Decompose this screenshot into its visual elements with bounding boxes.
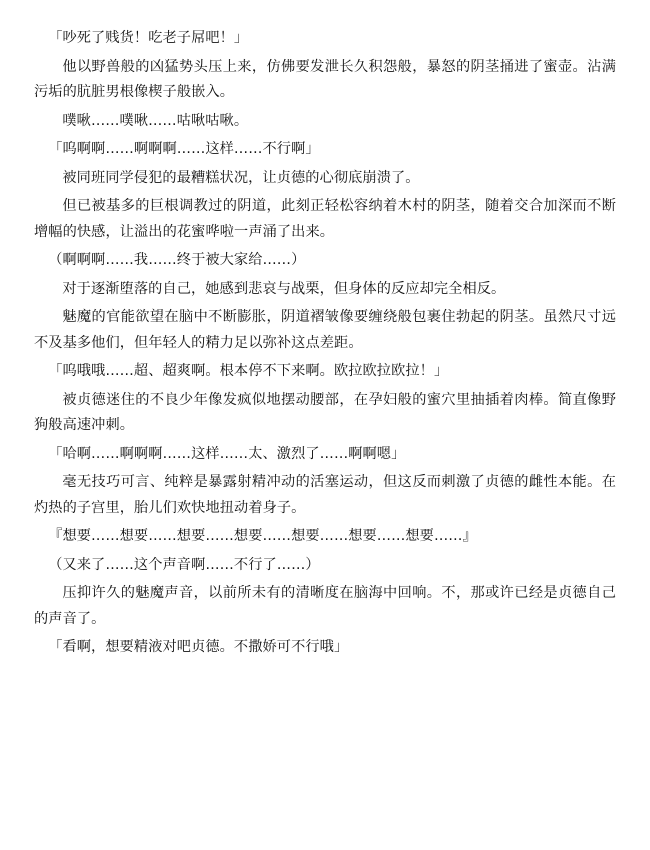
paragraph: 毫无技巧可言、纯粹是暴露射精冲动的活塞运动，但这反而刺激了贞德的雌性本能。在灼热的子宫里，胎儿们欢快地扭动着身子。 [34, 474, 616, 516]
paragraph: 压抑许久的魅魔声音，以前所未有的清晰度在脑海中回响。不，那或许已经是贞德自己的声音了。 [34, 585, 616, 627]
paragraph: 噗啾……噗啾……咕啾咕啾。 [62, 112, 249, 129]
paragraph: 被同班同学侵犯的最糟糕状况，让贞德的心彻底崩溃了。 [62, 169, 420, 186]
paragraph: 「哈啊……啊啊啊……这样……太、激烈了……啊啊嗯」 [48, 445, 406, 462]
paragraph: 「吵死了贱货！吃老子屌吧！」 [48, 30, 249, 46]
paragraph: 但已被基多的巨根调教过的阴道，此刻正轻松容纳着木村的阴茎，随着交合加深而不断增幅的快感，让溢出的花蜜哗啦一声涌了出来。 [34, 198, 616, 240]
paragraph: （又来了……这个声音啊……不行了……） [48, 556, 320, 573]
paragraph: 被贞德迷住的不良少年像发疯似地摆动腰部，在孕妇般的蜜穴里抽插着肉棒。简直像野狗般高速冲刺。 [34, 391, 616, 433]
paragraph: 『想要……想要……想要……想要……想要……想要……想要……』 [48, 528, 477, 544]
paragraph: 他以野兽般的凶猛势头压上来，仿佛要发泄长久积怨般，暴怒的阴茎捅进了蜜壶。沾满污垢的肮脏男根像楔子般嵌入。 [34, 58, 616, 100]
paragraph: 魅魔的官能欲望在脑中不断膨胀，阴道褶皱像要缠绕般包裹住勃起的阴茎。虽然尺寸远不及基多他们，但年轻人的精力足以弥补这点差距。 [34, 309, 616, 351]
paragraph: 「呜哦哦……超、超爽啊。根本停不下来啊。欧拉欧拉欧拉！」 [48, 363, 449, 379]
paragraph: 「看啊，想要精液对吧贞德。不撒娇可不行哦」 [48, 639, 349, 655]
paragraph: 对于逐渐堕落的自己，她感到悲哀与战栗，但身体的反应却完全相反。 [62, 280, 506, 297]
paragraph: 「呜啊啊……啊啊啊……这样……不行啊」 [48, 141, 320, 157]
paragraph: （啊啊啊……我……终于被大家给……） [48, 252, 306, 268]
